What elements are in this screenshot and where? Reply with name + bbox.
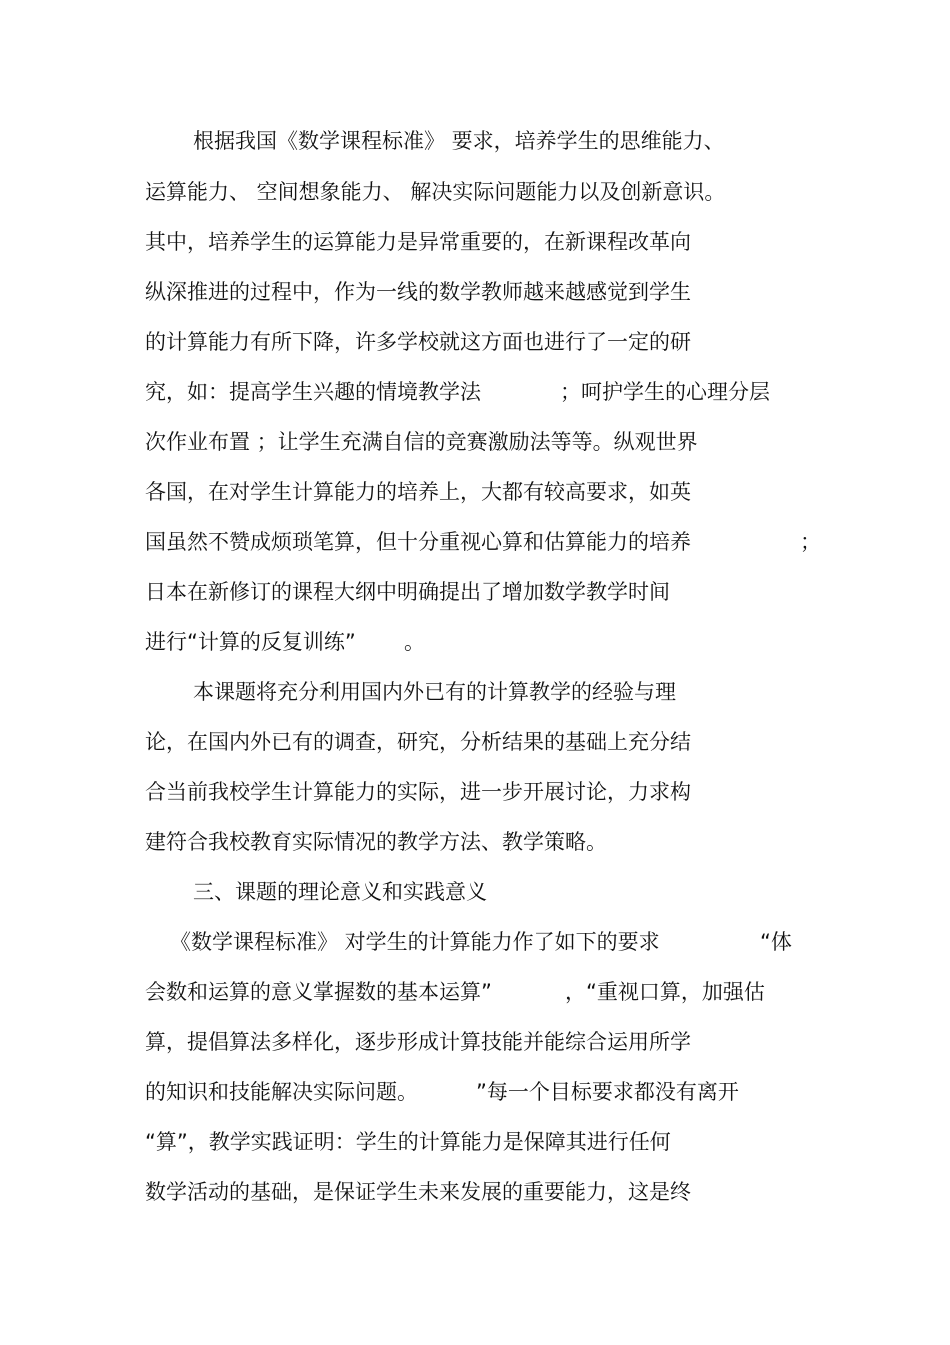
text-line: 国虽然不赞成烦琐笔算，但十分重视心算和估算能力的培养 [145,530,691,554]
text-line: 的计算能力有所下降，许多学校就这方面也进行了一定的研 [145,330,691,354]
text-line: 纵深推进的过程中，作为一线的数学教师越来越感觉到学生 [145,280,691,304]
text-line: 运算能力、 空间想象能力、 解决实际问题能力以及创新意识。 [145,180,726,204]
text-line: ； [800,530,821,554]
text-line: 算，提倡算法多样化，逐步形成计算技能并能综合运用所学 [145,1030,691,1054]
text-line: 各国，在对学生计算能力的培养上，大都有较高要求，如英 [145,480,691,504]
text-line: 数学活动的基础，是保证学生未来发展的重要能力，这是终 [145,1180,691,1204]
text-line: 。 [404,630,425,654]
text-line: 《数学课程标准》 对学生的计算能力作了如下的要求 [170,930,660,954]
text-line: 合当前我校学生计算能力的实际，进一步开展讨论，力求构 [145,780,691,804]
text-line: 会数和运算的意义掌握数的基本运算” [145,980,492,1004]
text-line: 根据我国《数学课程标准》 要求，培养学生的思维能力、 [193,129,725,153]
text-line: 论，在国内外已有的调查，研究，分析结果的基础上充分结 [145,730,691,754]
text-line: 日本在新修订的课程大纲中明确提出了增加数学教学时间 [145,580,670,604]
text-line: 究，如：提高学生兴趣的情境教学法 [145,380,481,404]
text-line: 建符合我校教育实际情况的教学方法、教学策略。 [145,830,607,854]
text-line: “体 [760,930,792,954]
text-line: 次作业布置 ；让学生充满自信的竞赛激励法等等。纵观世界 [145,430,698,454]
text-line: 的知识和技能解决实际问题。 [145,1080,418,1104]
text-line: ；呵护学生的心理分层 [560,380,770,404]
text-line: 其中，培养学生的运算能力是异常重要的，在新课程改革向 [145,230,691,254]
text-line: “算”，教学实践证明：学生的计算能力是保障其进行任何 [145,1130,671,1154]
text-line: 进行“计算的反复训练” [145,630,356,654]
text-line: 本课题将充分利用国内外已有的计算教学的经验与理 [193,680,676,704]
text-line: ”每一个目标要求都没有离开 [476,1080,739,1104]
text-line: ，“重视口算，加强估 [565,980,765,1004]
section-heading: 三、课题的理论意义和实践意义 [193,880,487,904]
